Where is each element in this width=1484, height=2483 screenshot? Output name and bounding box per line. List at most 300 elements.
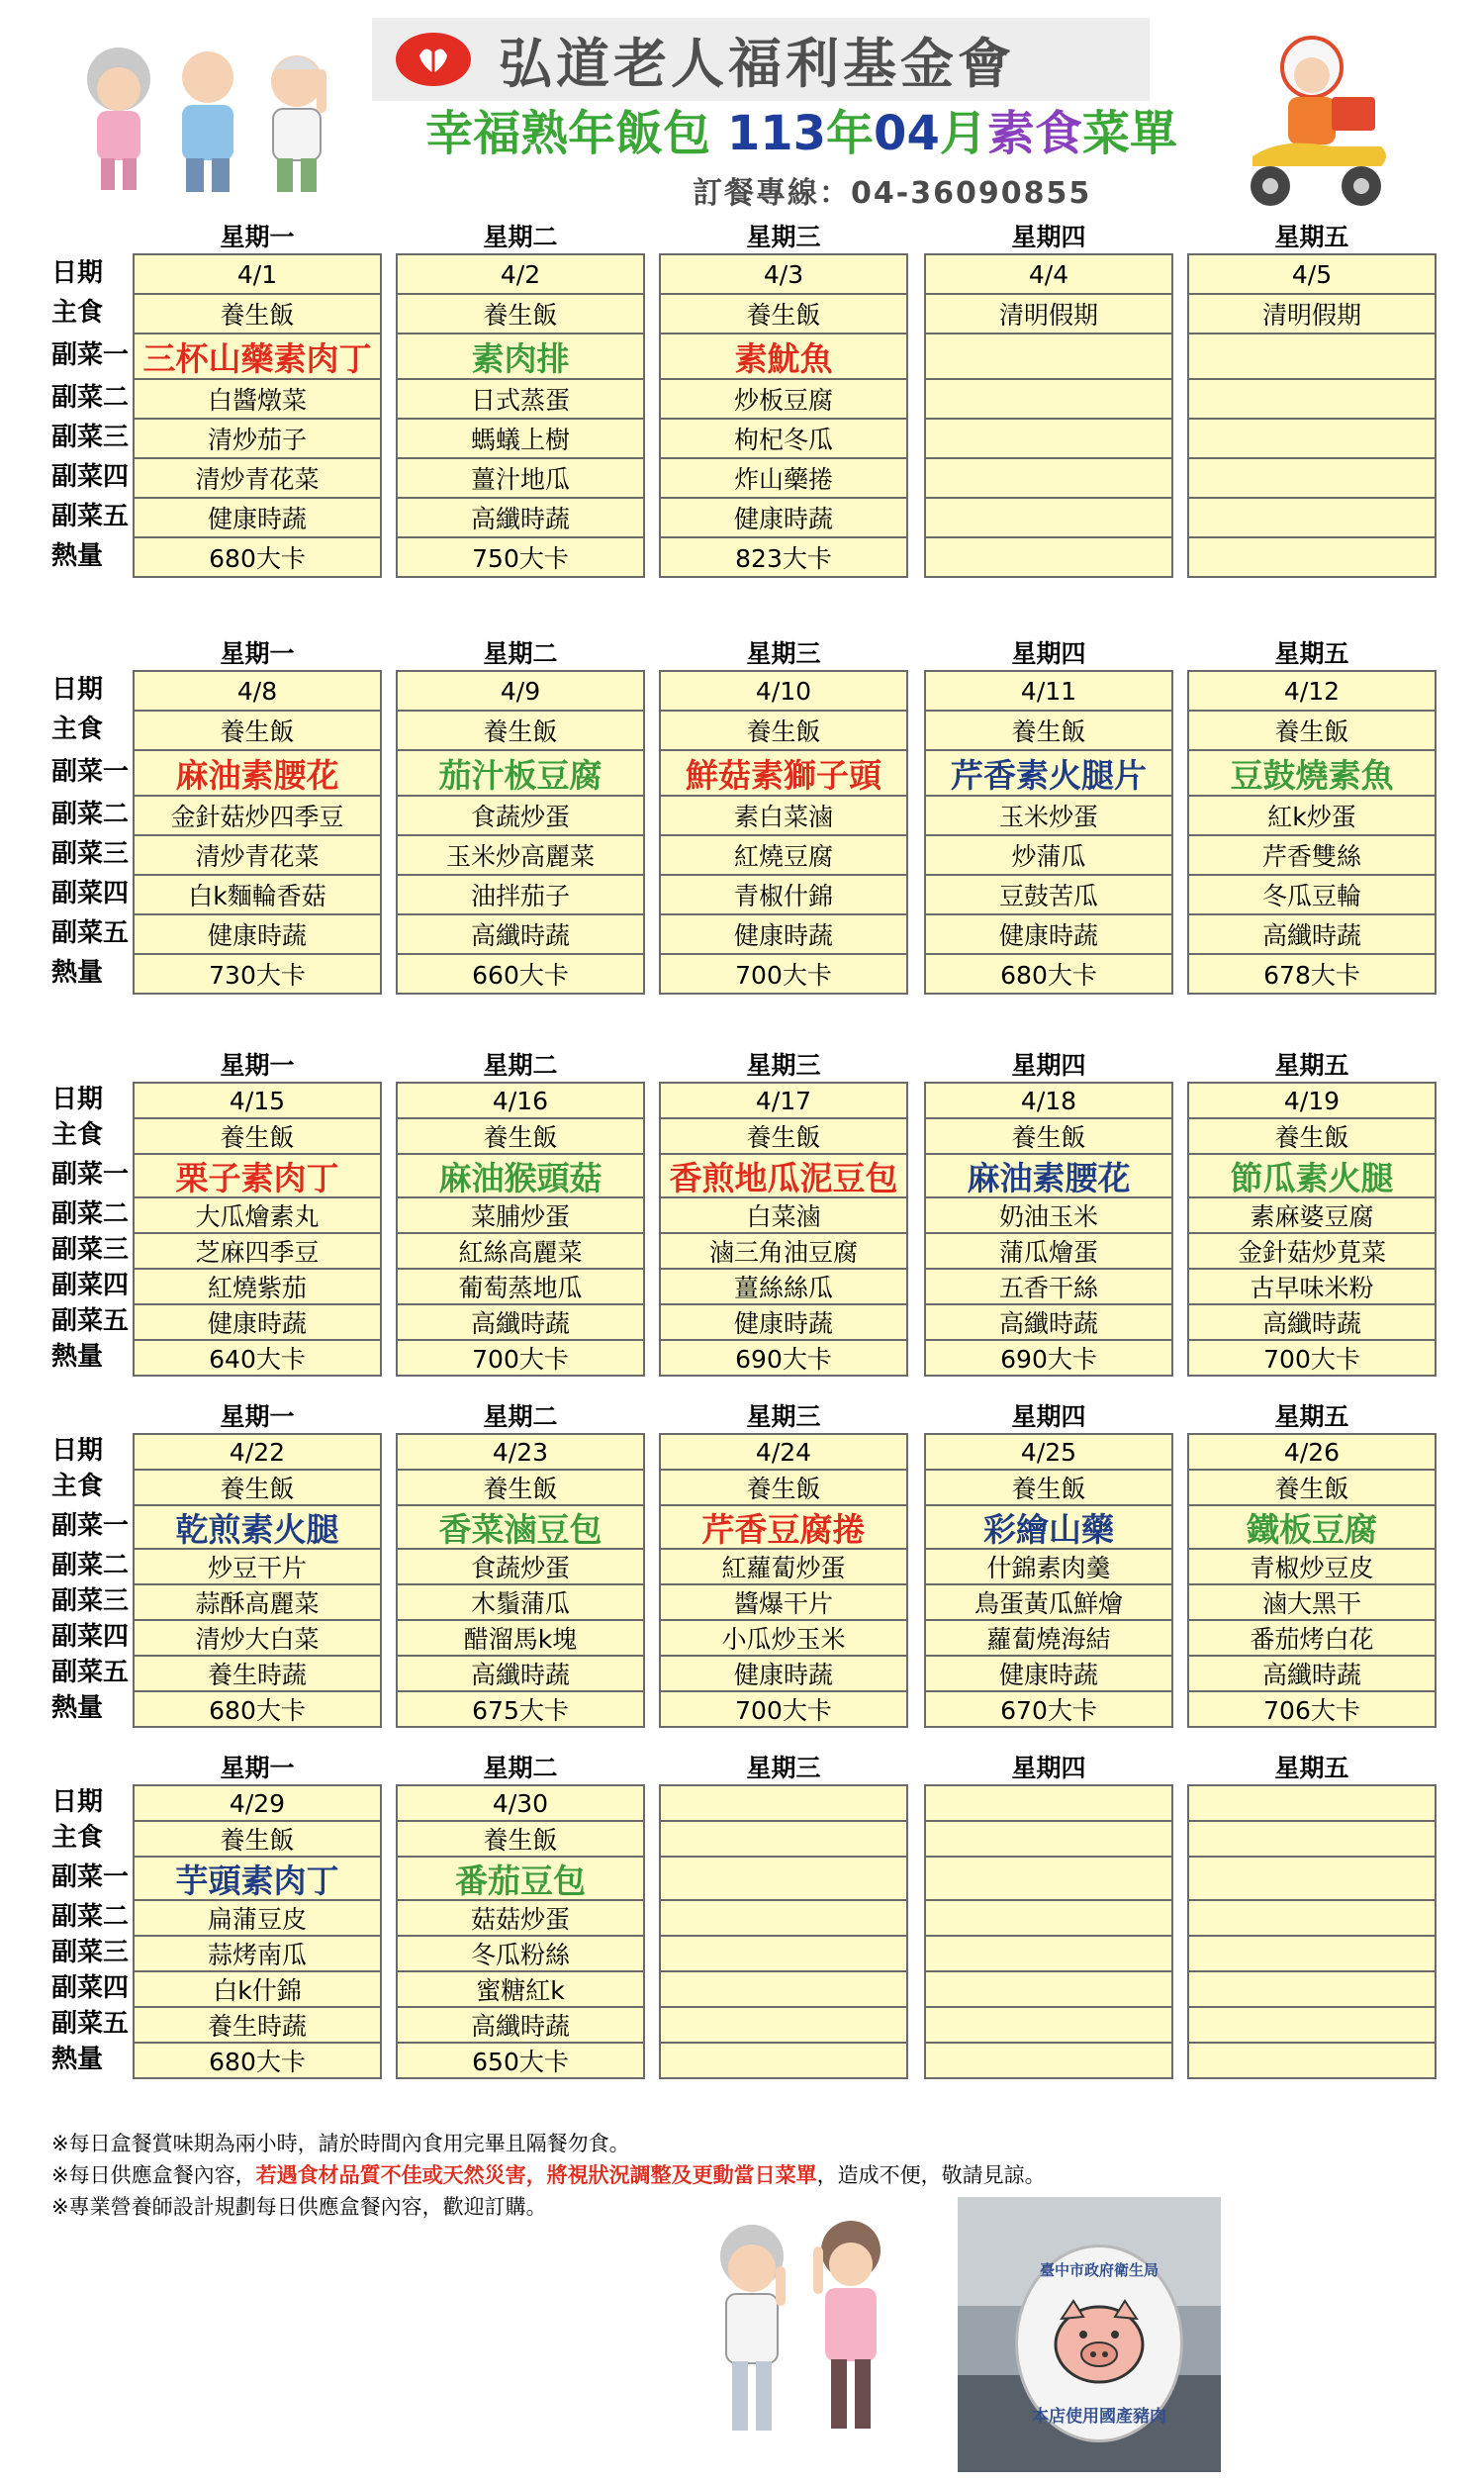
row-label-staple: 主食 bbox=[51, 715, 104, 744]
weekday-header: 星期五 bbox=[1274, 1754, 1349, 1782]
cell-staple: 養生飯 bbox=[396, 293, 645, 334]
cell-side-dish-3: 冬瓜粉絲 bbox=[396, 1935, 645, 1972]
cell-calories: 750大卡 bbox=[396, 536, 645, 578]
weekday-header: 星期二 bbox=[483, 223, 558, 251]
cell-side-dish-3: 清炒茄子 bbox=[133, 418, 382, 459]
cell-side-dish-3 bbox=[1187, 418, 1437, 459]
day-column bbox=[924, 222, 1173, 576]
row-label-side-dish-3: 副菜三 bbox=[51, 1586, 130, 1616]
cell-side-dish-2: 扁蒲豆皮 bbox=[133, 1899, 382, 1937]
heart-logo-icon bbox=[394, 30, 473, 89]
weekday-header: 星期二 bbox=[483, 1754, 558, 1782]
cell-side-dish-2 bbox=[924, 1899, 1173, 1937]
cell-side-dish-5: 健康時蔬 bbox=[659, 497, 908, 538]
day-column bbox=[924, 1401, 1173, 1726]
cell-side-dish-2: 什錦素肉羹 bbox=[924, 1548, 1173, 1585]
cell-main-dish: 麻油素腰花 bbox=[133, 749, 382, 797]
cell-side-dish-4 bbox=[924, 1970, 1173, 2008]
cell-side-dish-3: 玉米炒高麗菜 bbox=[396, 834, 645, 876]
cell-staple: 養生飯 bbox=[133, 1469, 382, 1506]
cell-staple: 養生飯 bbox=[1187, 710, 1437, 751]
cell-side-dish-2: 紅蘿蔔炒蛋 bbox=[659, 1548, 908, 1585]
cell-main-dish: 彩繪山藥 bbox=[924, 1504, 1173, 1550]
cell-main-dish bbox=[659, 1856, 908, 1901]
cell-side-dish-5: 高纖時蔬 bbox=[1187, 1655, 1437, 1692]
cell-staple: 養生飯 bbox=[659, 1117, 908, 1155]
day-column bbox=[1187, 1401, 1437, 1726]
cell-side-dish-3: 紅燒豆腐 bbox=[659, 834, 908, 876]
cell-side-dish-5: 高纖時蔬 bbox=[396, 2006, 645, 2044]
cell-date: 4/8 bbox=[133, 670, 382, 712]
cell-side-dish-5: 健康時蔬 bbox=[133, 913, 382, 955]
cell-staple bbox=[1187, 1820, 1437, 1858]
cell-calories: 690大卡 bbox=[924, 1339, 1173, 1377]
cell-side-dish-5: 高纖時蔬 bbox=[396, 1303, 645, 1341]
row-label-calories: 熱量 bbox=[51, 1693, 104, 1723]
cell-calories bbox=[1187, 2042, 1437, 2079]
cell-side-dish-5: 健康時蔬 bbox=[659, 913, 908, 955]
cell-staple: 養生飯 bbox=[133, 1117, 382, 1155]
cell-side-dish-3: 紅絲高麗菜 bbox=[396, 1232, 645, 1270]
cell-staple bbox=[659, 1820, 908, 1858]
cell-side-dish-2: 青椒炒豆皮 bbox=[1187, 1548, 1437, 1585]
weekday-header: 星期五 bbox=[1274, 1051, 1349, 1080]
cell-date bbox=[924, 1784, 1173, 1822]
cell-date: 4/30 bbox=[396, 1784, 645, 1822]
cell-main-dish: 素肉排 bbox=[396, 333, 645, 380]
cell-calories: 700大卡 bbox=[659, 1690, 908, 1728]
cell-side-dish-4: 薑絲絲瓜 bbox=[659, 1268, 908, 1305]
cell-date: 4/2 bbox=[396, 253, 645, 295]
cell-calories bbox=[1187, 536, 1437, 578]
cell-side-dish-5: 高纖時蔬 bbox=[396, 913, 645, 955]
cell-date: 4/24 bbox=[659, 1433, 908, 1471]
row-label-side-dish-4: 副菜四 bbox=[51, 1271, 130, 1300]
row-label-staple: 主食 bbox=[51, 298, 104, 328]
cell-side-dish-5: 高纖時蔬 bbox=[396, 497, 645, 538]
cell-side-dish-4: 冬瓜豆輪 bbox=[1187, 874, 1437, 915]
cell-calories bbox=[659, 2042, 908, 2079]
cell-staple: 養生飯 bbox=[396, 1820, 645, 1858]
cell-side-dish-3: 金針菇炒莧菜 bbox=[1187, 1232, 1437, 1270]
week-4-grid bbox=[0, 1401, 1484, 1777]
cell-main-dish: 芹香豆腐捲 bbox=[659, 1504, 908, 1550]
note-dietitian: ※專業營養師設計規劃每日供應盒餐內容，歡迎訂購。 bbox=[51, 2195, 547, 2219]
cell-side-dish-3 bbox=[924, 1935, 1173, 1972]
cell-staple: 養生飯 bbox=[924, 1469, 1173, 1506]
cell-calories bbox=[924, 536, 1173, 578]
cell-staple: 養生飯 bbox=[659, 1469, 908, 1506]
pig-icon bbox=[1040, 2293, 1159, 2392]
row-label-date: 日期 bbox=[51, 1085, 104, 1114]
cell-calories: 690大卡 bbox=[659, 1339, 908, 1377]
week-1-grid bbox=[0, 222, 1484, 598]
row-label-side-dish-5: 副菜五 bbox=[51, 1306, 130, 1336]
cell-calories: 700大卡 bbox=[659, 953, 908, 995]
cell-side-dish-3 bbox=[924, 418, 1173, 459]
cell-main-dish bbox=[1187, 1856, 1437, 1901]
cell-side-dish-5: 健康時蔬 bbox=[924, 913, 1173, 955]
day-column bbox=[659, 638, 908, 993]
cell-date: 4/5 bbox=[1187, 253, 1437, 295]
cell-date: 4/15 bbox=[133, 1082, 382, 1119]
row-label-staple: 主食 bbox=[51, 1472, 104, 1501]
cell-side-dish-4 bbox=[659, 1970, 908, 2008]
cell-side-dish-4: 炸山藥捲 bbox=[659, 457, 908, 499]
cell-staple: 清明假期 bbox=[1187, 293, 1437, 334]
cell-side-dish-2: 素麻婆豆腐 bbox=[1187, 1196, 1437, 1234]
cell-calories: 700大卡 bbox=[396, 1339, 645, 1377]
cell-side-dish-2: 食蔬炒蛋 bbox=[396, 1548, 645, 1585]
cell-side-dish-3: 醬爆干片 bbox=[659, 1583, 908, 1621]
cell-side-dish-4: 清炒大白菜 bbox=[133, 1619, 382, 1657]
row-label-calories: 熱量 bbox=[51, 958, 104, 988]
cell-side-dish-2: 金針菇炒四季豆 bbox=[133, 795, 382, 836]
cell-calories: 823大卡 bbox=[659, 536, 908, 578]
cell-main-dish: 芋頭素肉丁 bbox=[133, 1856, 382, 1901]
weekday-header: 星期五 bbox=[1274, 1402, 1349, 1431]
row-label-side-dish-5: 副菜五 bbox=[51, 2009, 130, 2039]
cell-side-dish-5: 養生時蔬 bbox=[133, 1655, 382, 1692]
row-label-main-dish: 副菜一 bbox=[51, 340, 130, 370]
weekday-header: 星期一 bbox=[220, 1402, 295, 1431]
cell-side-dish-3: 炒蒲瓜 bbox=[924, 834, 1173, 876]
day-column bbox=[133, 1050, 382, 1375]
elderly-group-illustration bbox=[49, 30, 366, 198]
day-column bbox=[924, 638, 1173, 993]
row-label-side-dish-2: 副菜二 bbox=[51, 800, 130, 829]
week-5-grid bbox=[0, 1753, 1484, 2129]
cell-side-dish-2: 白菜滷 bbox=[659, 1196, 908, 1234]
cell-side-dish-2: 菜脯炒蛋 bbox=[396, 1196, 645, 1234]
cell-side-dish-3: 清炒青花菜 bbox=[133, 834, 382, 876]
cell-side-dish-4: 紅燒紫茄 bbox=[133, 1268, 382, 1305]
row-label-side-dish-4: 副菜四 bbox=[51, 1622, 130, 1652]
cell-side-dish-2 bbox=[924, 378, 1173, 420]
cell-side-dish-2: 炒板豆腐 bbox=[659, 378, 908, 420]
weekday-header: 星期五 bbox=[1274, 639, 1349, 668]
cell-date: 4/19 bbox=[1187, 1082, 1437, 1119]
cell-side-dish-4: 醋溜馬k塊 bbox=[396, 1619, 645, 1657]
cell-staple: 養生飯 bbox=[924, 710, 1173, 751]
weekday-header: 星期四 bbox=[1011, 223, 1086, 251]
cell-main-dish: 麻油素腰花 bbox=[924, 1153, 1173, 1198]
cell-calories: 730大卡 bbox=[133, 953, 382, 995]
weekday-header: 星期一 bbox=[220, 1051, 295, 1080]
day-column bbox=[659, 222, 908, 576]
row-label-side-dish-3: 副菜三 bbox=[51, 1938, 130, 1967]
cell-side-dish-2: 日式蒸蛋 bbox=[396, 378, 645, 420]
cell-calories: 680大卡 bbox=[924, 953, 1173, 995]
menu-title: 幸福熟年飯包 113年04月素食菜單 bbox=[425, 106, 1177, 161]
weekday-header: 星期三 bbox=[746, 1402, 821, 1431]
weekday-header: 星期三 bbox=[746, 639, 821, 668]
cell-main-dish: 香煎地瓜泥豆包 bbox=[659, 1153, 908, 1198]
cell-main-dish bbox=[924, 1856, 1173, 1901]
cell-side-dish-3: 芹香雙絲 bbox=[1187, 834, 1437, 876]
day-column bbox=[396, 1050, 645, 1375]
cell-main-dish: 芹香素火腿片 bbox=[924, 749, 1173, 797]
cell-calories: 680大卡 bbox=[133, 2042, 382, 2079]
weekday-header: 星期四 bbox=[1011, 1754, 1086, 1782]
cell-calories: 706大卡 bbox=[1187, 1690, 1437, 1728]
cell-main-dish: 三杯山藥素肉丁 bbox=[133, 333, 382, 380]
cell-main-dish: 茄汁板豆腐 bbox=[396, 749, 645, 797]
cell-calories: 675大卡 bbox=[396, 1690, 645, 1728]
cell-side-dish-5: 健康時蔬 bbox=[659, 1303, 908, 1341]
day-column bbox=[133, 1401, 382, 1726]
row-label-main-dish: 副菜一 bbox=[51, 1511, 130, 1541]
cell-side-dish-4: 五香干絲 bbox=[924, 1268, 1173, 1305]
cell-staple: 養生飯 bbox=[1187, 1117, 1437, 1155]
weekday-header: 星期三 bbox=[746, 223, 821, 251]
cell-side-dish-3: 蒜酥高麗菜 bbox=[133, 1583, 382, 1621]
cell-side-dish-2: 食蔬炒蛋 bbox=[396, 795, 645, 836]
row-label-side-dish-3: 副菜三 bbox=[51, 839, 130, 869]
cell-date: 4/26 bbox=[1187, 1433, 1437, 1471]
cell-side-dish-5: 健康時蔬 bbox=[133, 1303, 382, 1341]
cell-side-dish-2: 菇菇炒蛋 bbox=[396, 1899, 645, 1937]
cell-staple: 養生飯 bbox=[1187, 1469, 1437, 1506]
cell-side-dish-4: 番茄烤白花 bbox=[1187, 1619, 1437, 1657]
cell-side-dish-3: 枸杞冬瓜 bbox=[659, 418, 908, 459]
cell-date: 4/11 bbox=[924, 670, 1173, 712]
cell-main-dish: 香菜滷豆包 bbox=[396, 1504, 645, 1550]
row-label-date: 日期 bbox=[51, 1787, 104, 1817]
row-label-main-dish: 副菜一 bbox=[51, 1862, 130, 1892]
row-label-staple: 主食 bbox=[51, 1120, 104, 1150]
cell-side-dish-2: 玉米炒蛋 bbox=[924, 795, 1173, 836]
cell-staple: 清明假期 bbox=[924, 293, 1173, 334]
cell-calories: 700大卡 bbox=[1187, 1339, 1437, 1377]
cell-side-dish-2: 炒豆干片 bbox=[133, 1548, 382, 1585]
day-column bbox=[396, 222, 645, 576]
cell-main-dish: 鮮菇素獅子頭 bbox=[659, 749, 908, 797]
cell-date: 4/16 bbox=[396, 1082, 645, 1119]
cell-staple: 養生飯 bbox=[133, 293, 382, 334]
cell-date bbox=[659, 1784, 908, 1822]
row-label-calories: 熱量 bbox=[51, 541, 104, 571]
cell-side-dish-5 bbox=[1187, 2006, 1437, 2044]
day-column bbox=[1187, 1753, 1437, 2077]
cell-main-dish: 栗子素肉丁 bbox=[133, 1153, 382, 1198]
cell-side-dish-5: 健康時蔬 bbox=[659, 1655, 908, 1692]
cell-staple: 養生飯 bbox=[924, 1117, 1173, 1155]
row-label-date: 日期 bbox=[51, 258, 104, 288]
cell-date: 4/1 bbox=[133, 253, 382, 295]
cell-side-dish-4 bbox=[1187, 1970, 1437, 2008]
cell-side-dish-4: 蘿蔔燒海結 bbox=[924, 1619, 1173, 1657]
cell-staple bbox=[924, 1820, 1173, 1858]
cell-staple: 養生飯 bbox=[396, 710, 645, 751]
cell-date bbox=[1187, 1784, 1437, 1822]
cell-calories: 678大卡 bbox=[1187, 953, 1437, 995]
weekday-header: 星期三 bbox=[746, 1051, 821, 1080]
cell-side-dish-4: 清炒青花菜 bbox=[133, 457, 382, 499]
cell-side-dish-3: 芝麻四季豆 bbox=[133, 1232, 382, 1270]
delivery-scooter-illustration bbox=[1213, 28, 1411, 226]
cell-staple: 養生飯 bbox=[659, 710, 908, 751]
cell-calories bbox=[924, 2042, 1173, 2079]
cell-side-dish-2: 紅k炒蛋 bbox=[1187, 795, 1437, 836]
cell-date: 4/12 bbox=[1187, 670, 1437, 712]
cell-side-dish-5 bbox=[924, 2006, 1173, 2044]
cell-staple: 養生飯 bbox=[133, 710, 382, 751]
day-column bbox=[133, 222, 382, 576]
cell-side-dish-5: 高纖時蔬 bbox=[924, 1303, 1173, 1341]
row-label-side-dish-3: 副菜三 bbox=[51, 1235, 130, 1265]
cell-main-dish: 乾煎素火腿 bbox=[133, 1504, 382, 1550]
day-column bbox=[659, 1401, 908, 1726]
cell-main-dish bbox=[924, 333, 1173, 380]
weekday-header: 星期一 bbox=[220, 223, 295, 251]
cell-side-dish-2: 素白菜滷 bbox=[659, 795, 908, 836]
cell-main-dish: 節瓜素火腿 bbox=[1187, 1153, 1437, 1198]
cell-side-dish-4: 白k麵輪香菇 bbox=[133, 874, 382, 915]
cell-calories: 680大卡 bbox=[133, 536, 382, 578]
cell-side-dish-3: 螞蟻上樹 bbox=[396, 418, 645, 459]
cell-side-dish-2: 白醬燉菜 bbox=[133, 378, 382, 420]
row-label-side-dish-5: 副菜五 bbox=[51, 918, 130, 948]
store-certification-photo bbox=[958, 2197, 1221, 2472]
cell-side-dish-4: 豆鼓苦瓜 bbox=[924, 874, 1173, 915]
row-label-side-dish-2: 副菜二 bbox=[51, 1551, 130, 1580]
cell-side-dish-4: 油拌茄子 bbox=[396, 874, 645, 915]
cell-side-dish-5: 高纖時蔬 bbox=[1187, 1303, 1437, 1341]
cell-main-dish: 素魷魚 bbox=[659, 333, 908, 380]
cell-main-dish bbox=[1187, 333, 1437, 380]
cell-calories: 650大卡 bbox=[396, 2042, 645, 2079]
note-menu-change: ※每日供應盒餐內容，若遇食材品質不佳或天然災害，將視狀況調整及更動當日菜單，造成不便，敬請見諒。 bbox=[51, 2163, 1046, 2187]
cell-side-dish-5: 高纖時蔬 bbox=[396, 1655, 645, 1692]
cell-side-dish-3: 木鬚蒲瓜 bbox=[396, 1583, 645, 1621]
day-column bbox=[1187, 1050, 1437, 1375]
cell-date: 4/10 bbox=[659, 670, 908, 712]
page-header bbox=[0, 0, 1484, 228]
weekday-header: 星期三 bbox=[746, 1754, 821, 1782]
cell-calories: 660大卡 bbox=[396, 953, 645, 995]
row-label-side-dish-5: 副菜五 bbox=[51, 1658, 130, 1687]
cell-side-dish-5 bbox=[1187, 497, 1437, 538]
cell-date: 4/4 bbox=[924, 253, 1173, 295]
row-label-side-dish-5: 副菜五 bbox=[51, 502, 130, 531]
row-label-side-dish-4: 副菜四 bbox=[51, 879, 130, 908]
cell-main-dish: 豆鼓燒素魚 bbox=[1187, 749, 1437, 797]
weekday-header: 星期五 bbox=[1274, 223, 1349, 251]
cell-side-dish-4: 白k什錦 bbox=[133, 1970, 382, 2008]
cell-side-dish-2 bbox=[659, 1899, 908, 1937]
day-column bbox=[133, 638, 382, 993]
cell-side-dish-4: 葡萄蒸地瓜 bbox=[396, 1268, 645, 1305]
day-column bbox=[659, 1753, 908, 2077]
cell-side-dish-5: 健康時蔬 bbox=[133, 497, 382, 538]
weekday-header: 星期二 bbox=[483, 1402, 558, 1431]
week-3-grid bbox=[0, 1050, 1484, 1426]
cell-date: 4/17 bbox=[659, 1082, 908, 1119]
row-label-calories: 熱量 bbox=[51, 1342, 104, 1372]
sticker-bottom-text: 本店使用國產豬肉 bbox=[1032, 2407, 1166, 2427]
cell-date: 4/29 bbox=[133, 1784, 382, 1822]
cell-date: 4/22 bbox=[133, 1433, 382, 1471]
day-column bbox=[396, 1401, 645, 1726]
cell-side-dish-3 bbox=[1187, 1935, 1437, 1972]
weekday-header: 星期一 bbox=[220, 1754, 295, 1782]
row-label-side-dish-3: 副菜三 bbox=[51, 423, 130, 452]
cell-side-dish-3: 滷大黑干 bbox=[1187, 1583, 1437, 1621]
weekday-header: 星期四 bbox=[1011, 1402, 1086, 1431]
day-column bbox=[659, 1050, 908, 1375]
cell-main-dish: 鐵板豆腐 bbox=[1187, 1504, 1437, 1550]
cell-staple: 養生飯 bbox=[396, 1469, 645, 1506]
organization-name: 弘道老人福利基金會 bbox=[499, 32, 1015, 95]
cell-side-dish-5: 養生時蔬 bbox=[133, 2006, 382, 2044]
row-label-staple: 主食 bbox=[51, 1823, 104, 1853]
cell-side-dish-5 bbox=[659, 2006, 908, 2044]
weekday-header: 星期二 bbox=[483, 1051, 558, 1080]
day-column bbox=[396, 638, 645, 993]
day-column bbox=[1187, 222, 1437, 576]
cell-side-dish-2 bbox=[1187, 378, 1437, 420]
cell-side-dish-4: 蜜糖紅k bbox=[396, 1970, 645, 2008]
weekday-header: 星期一 bbox=[220, 639, 295, 668]
row-label-side-dish-4: 副菜四 bbox=[51, 462, 130, 492]
row-label-side-dish-4: 副菜四 bbox=[51, 1973, 130, 2003]
cell-side-dish-3: 蒜烤南瓜 bbox=[133, 1935, 382, 1972]
cell-side-dish-4 bbox=[1187, 457, 1437, 499]
day-column bbox=[396, 1753, 645, 2077]
cell-side-dish-3 bbox=[659, 1935, 908, 1972]
cell-side-dish-4: 古早味米粉 bbox=[1187, 1268, 1437, 1305]
cell-side-dish-3: 蒲瓜燴蛋 bbox=[924, 1232, 1173, 1270]
cell-side-dish-2: 大瓜燴素丸 bbox=[133, 1196, 382, 1234]
sticker-top-text: 臺中市政府衛生局 bbox=[1039, 2261, 1159, 2279]
cell-date: 4/9 bbox=[396, 670, 645, 712]
cell-staple: 養生飯 bbox=[133, 1820, 382, 1858]
cell-side-dish-4: 小瓜炒玉米 bbox=[659, 1619, 908, 1657]
cell-side-dish-4: 青椒什錦 bbox=[659, 874, 908, 915]
cell-side-dish-2: 奶油玉米 bbox=[924, 1196, 1173, 1234]
row-label-side-dish-2: 副菜二 bbox=[51, 383, 130, 413]
cell-date: 4/23 bbox=[396, 1433, 645, 1471]
row-label-date: 日期 bbox=[51, 675, 104, 705]
cell-calories: 670大卡 bbox=[924, 1690, 1173, 1728]
domestic-pork-sticker bbox=[1015, 2244, 1183, 2442]
cell-side-dish-4: 薑汁地瓜 bbox=[396, 457, 645, 499]
cell-date: 4/25 bbox=[924, 1433, 1173, 1471]
row-label-calories: 熱量 bbox=[51, 2045, 104, 2074]
order-hotline: 訂餐專線：04-36090855 bbox=[693, 176, 1092, 211]
row-label-side-dish-2: 副菜二 bbox=[51, 1902, 130, 1932]
cell-side-dish-3: 滷三角油豆腐 bbox=[659, 1232, 908, 1270]
cell-staple: 養生飯 bbox=[659, 293, 908, 334]
day-column bbox=[924, 1753, 1173, 2077]
row-label-side-dish-2: 副菜二 bbox=[51, 1199, 130, 1229]
cell-main-dish: 麻油猴頭菇 bbox=[396, 1153, 645, 1198]
day-column bbox=[1187, 638, 1437, 993]
note-shelf-life: ※每日盒餐賞味期為兩小時，請於時間內食用完畢且隔餐勿食。 bbox=[51, 2132, 630, 2155]
row-label-main-dish: 副菜一 bbox=[51, 757, 130, 787]
row-label-date: 日期 bbox=[51, 1436, 104, 1466]
cell-date: 4/18 bbox=[924, 1082, 1173, 1119]
week-2-grid bbox=[0, 638, 1484, 1014]
cell-date: 4/3 bbox=[659, 253, 908, 295]
cell-side-dish-5: 高纖時蔬 bbox=[1187, 913, 1437, 955]
cell-calories: 680大卡 bbox=[133, 1690, 382, 1728]
cell-calories: 640大卡 bbox=[133, 1339, 382, 1377]
cell-side-dish-3: 鳥蛋黃瓜鮮燴 bbox=[924, 1583, 1173, 1621]
weekday-header: 星期四 bbox=[1011, 639, 1086, 668]
weekday-header: 星期四 bbox=[1011, 1051, 1086, 1080]
